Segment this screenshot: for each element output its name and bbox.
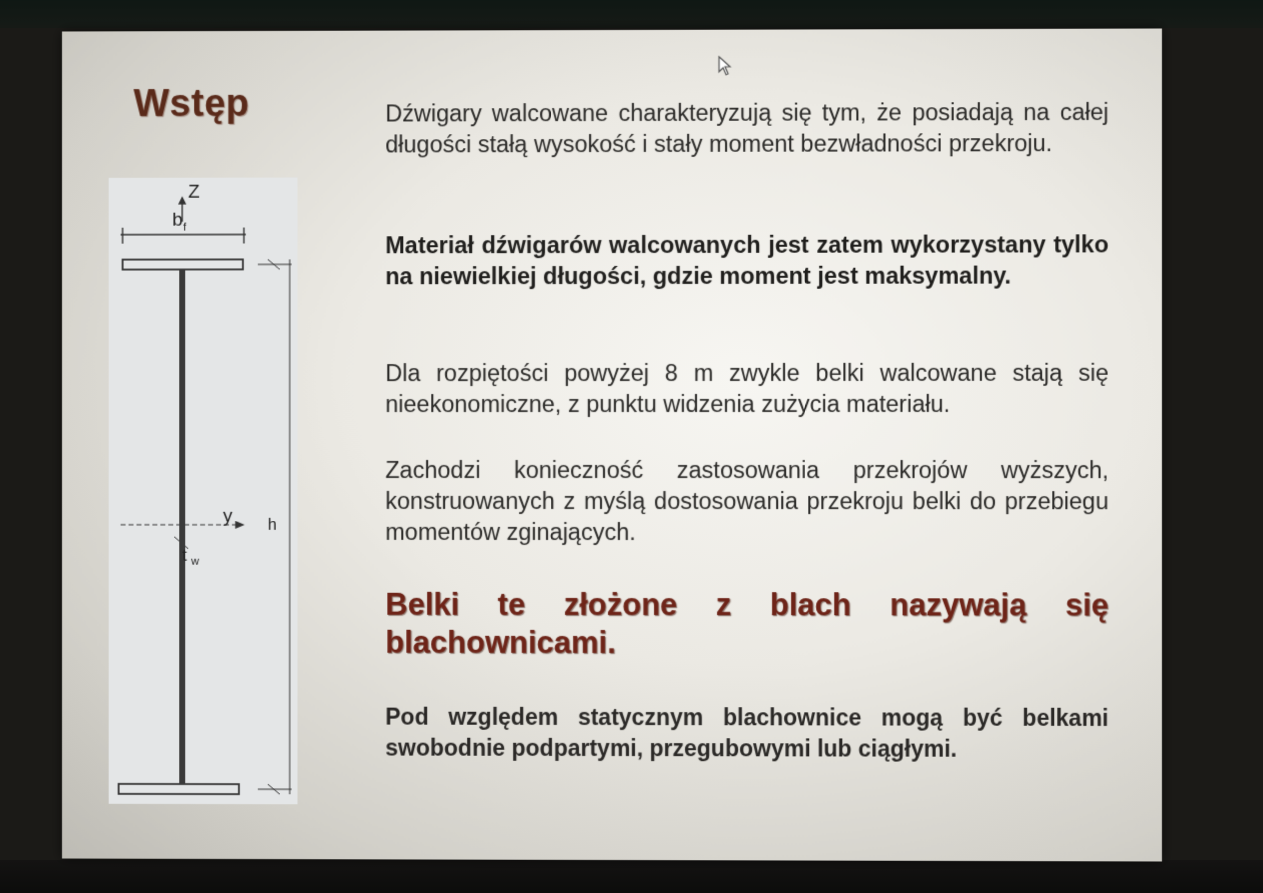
room-background-top [0, 0, 1263, 28]
paragraph-rolled-girders: Dźwigary walcowane charakteryzują się tym, że posiadają na całej długości stałą wysokość i stały moment bezwładności przekroju. [385, 98, 1109, 158]
slide-title: Wstęp [133, 82, 250, 126]
height-label: h [267, 516, 277, 534]
slide-body [385, 97, 1109, 762]
z-axis-arrow-icon [179, 198, 185, 204]
paragraph-plate-girders-definition: Belki te złożone z blach nazywają się blachownicami. [385, 586, 1109, 661]
web-thickness-label: t [182, 545, 187, 565]
top-flange [123, 259, 243, 269]
flange-width-label: b [172, 209, 183, 231]
z-axis-label: Z [188, 181, 200, 203]
i-beam-cross-section-diagram [109, 178, 298, 805]
bottom-flange [119, 784, 239, 794]
flange-width-label-sub: f [183, 221, 187, 234]
web [179, 269, 185, 784]
paragraph-span-limit: Dla rozpiętości powyżej 8 m zwykle belki walcowane stają się nieekonomiczne, z punktu widzenia zużycia materiału. [385, 359, 1109, 418]
room-background-bottom [0, 860, 1263, 893]
mouse-pointer-icon [718, 56, 732, 81]
paragraph-higher-sections: Zachodzi konieczność zastosowania przekrojów wyższych, konstruowanych z myślą dostosowania przekroju belki do przebiegu momentów zginających. [385, 456, 1109, 546]
projection-screen [62, 29, 1162, 862]
paragraph-static-types: Pod względem statycznym blachownice mogą być belkami swobodnie podpartymi, przegubowymi lub ciągłymi. [385, 703, 1109, 762]
paragraph-material-usage: Materiał dźwigarów walcowanych jest zatem wykorzystany tylko na niewielkiej długości, gdzie moment jest maksymalny. [385, 231, 1109, 290]
y-axis-arrow-icon [236, 522, 243, 528]
web-thickness-label-sub: w [191, 555, 200, 568]
y-axis-label: y [223, 505, 233, 527]
